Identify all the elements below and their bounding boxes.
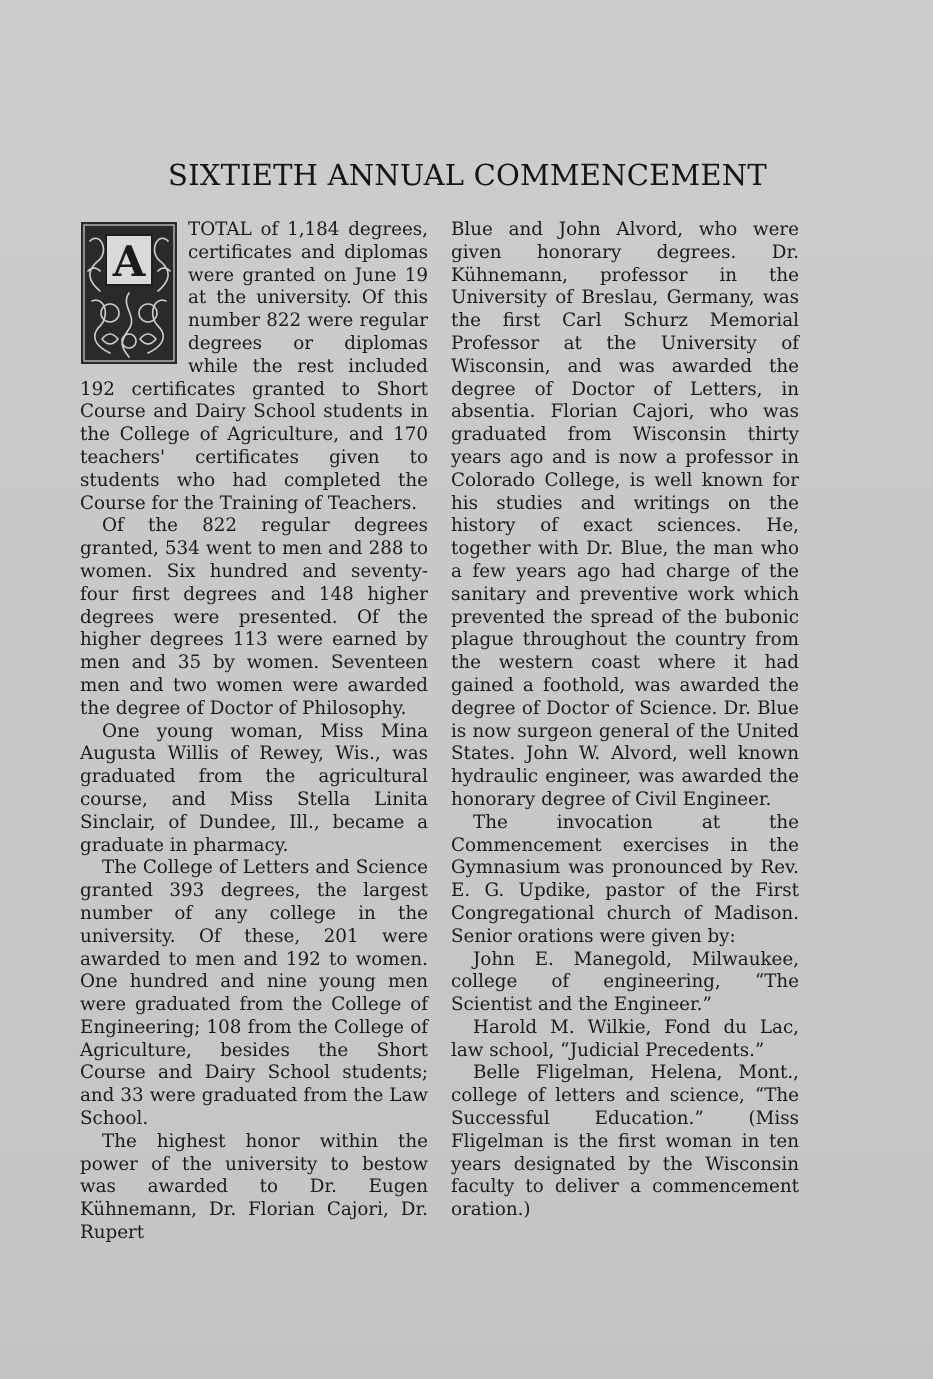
left-paragraph-3: One young woman, Miss Mina Augusta Willis of Rewey, Wis., was graduated from the agricultural course, and Miss Stella Linita Sinclair, of Dundee, Ill., became a graduate in pharmacy. bbox=[80, 720, 428, 856]
left-column bbox=[80, 219, 428, 1245]
page-title: SIXTIETH ANNUAL COMMENCEMENT bbox=[168, 158, 767, 192]
left-paragraph-4: The College of Letters and Science granted 393 degrees, the largest number of any college in the university. Of these, 201 were awarded to men and 192 to women. One hundred and nine young men were graduated from the College of Engineering; 108 from the College of Agriculture, besides the Short Course and Dairy School students; and 33 were graduated from the Law School. bbox=[80, 857, 428, 1130]
left-paragraph-1: TOTAL of 1,184 degrees, certificates and diplomas were granted on June 19 at the university. Of this number 822 were regular degrees or diplomas while the rest included 192 certificates granted to Short Course and Dairy School students in the College of Agriculture, and 170 teachers' certificates given to students who had completed the Course for the Training of Teachers. bbox=[80, 219, 428, 514]
right-paragraph-3: John E. Manegold, Milwaukee, college of engineering, “The Scientist and the Engineer.” bbox=[451, 948, 799, 1016]
right-paragraph-5: Belle Fligelman, Helena, Mont., college of letters and science, “The Successful Education.” (Miss Fligelman is the first woman in ten years designated by the Wisconsin faculty to deliver a commencement oration.) bbox=[451, 1062, 799, 1221]
drop-cap-ornament bbox=[80, 221, 178, 365]
right-column bbox=[451, 219, 799, 1222]
right-paragraph-4: Harold M. Wilkie, Fond du Lac, law school, “Judicial Precedents.” bbox=[451, 1016, 799, 1061]
right-paragraph-2: The invocation at the Commencement exercises in the Gymnasium was pronounced by Rev. E. G. Updike, pastor of the First Congregational church of Madison. Senior orations were given by: bbox=[451, 811, 799, 947]
right-paragraph-1: Blue and John Alvord, who were given honorary degrees. Dr. Kühnemann, professor in the University of Breslau, Germany, was the first Carl Schurz Memorial Professor at the University of Wisconsin, and was awarded the degree of Doctor of Letters, in absentia. Florian Cajori, who was graduated from Wisconsin thirty years ago and is now a professor in Colorado College, is well known for his studies and writings on the history of exact sciences. He, together with Dr. Blue, the man who a few years ago had charge of the sanitary and preventive work which prevented the spread of the bubonic plague throughout the country from the western coast where it had gained a foothold, was awarded the degree of Doctor of Science. Dr. Blue is now surgeon general of the United States. John W. Alvord, well known hydraulic engineer, was awarded the honorary degree of Civil Engineer. bbox=[451, 219, 799, 810]
drop-cap-letter: A bbox=[112, 237, 146, 286]
left-paragraph-5: The highest honor within the power of the university to bestow was awarded to Dr. Eugen Kühnemann, Dr. Florian Cajori, Dr. Rupert bbox=[80, 1130, 428, 1244]
left-paragraph-2: Of the 822 regular degrees granted, 534 went to men and 288 to women. Six hundred and seventy-four first degrees and 148 higher degrees were presented. Of the higher degrees 113 were earned by men and 35 by women. Seventeen men and two women were awarded the degree of Doctor of Philosophy. bbox=[80, 515, 428, 719]
